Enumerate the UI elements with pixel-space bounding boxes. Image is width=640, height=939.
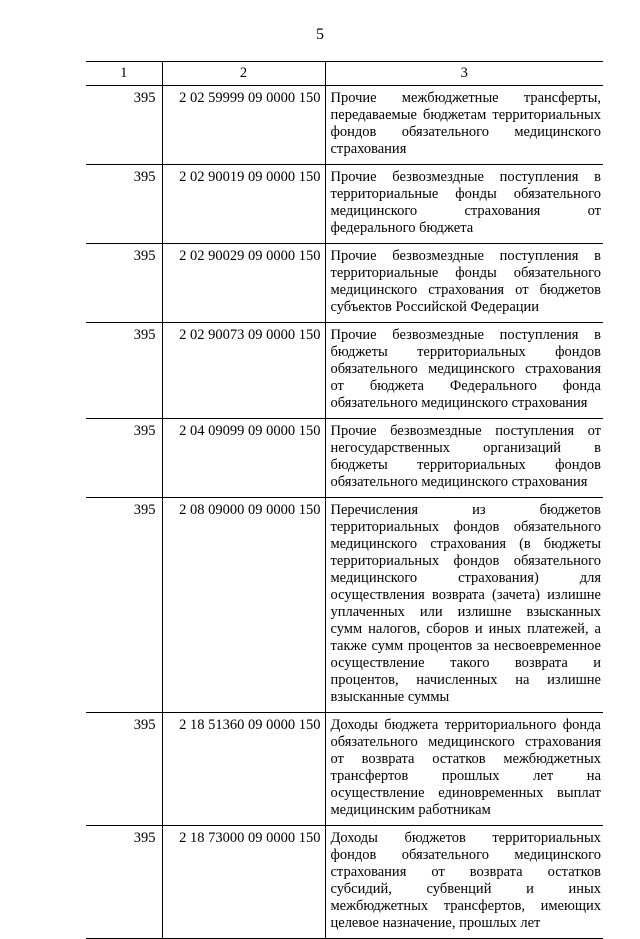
revenue-code-cell: 2 18 51360 09 0000 150 [162, 713, 325, 826]
revenue-name-text: Прочие безвозмездные поступления в территориальные фонды обязательного медицинского страхования от бюджетов субъектов Российской Федерации [330, 248, 601, 315]
column-header-1: 1 [86, 62, 162, 86]
table-header-row [86, 62, 603, 86]
revenue-code-cell: 2 02 90019 09 0000 150 [162, 165, 325, 244]
revenue-name-text: Прочие безвозмездные поступления в территориальные фонды обязательного медицинского страхования от федерального бюджета [330, 169, 601, 236]
revenue-code-cell: 2 08 09000 09 0000 150 [162, 498, 325, 713]
table-row [86, 713, 603, 826]
revenue-name-cell [325, 419, 603, 498]
revenue-code-cell: 2 02 90029 09 0000 150 [162, 244, 325, 323]
page-number: 5 [316, 26, 324, 43]
column-header-3: 3 [325, 62, 603, 86]
column-header-2: 2 [162, 62, 325, 86]
admin-code-cell: 395 [86, 713, 162, 826]
revenue-name-cell [325, 323, 603, 419]
table-row [86, 165, 603, 244]
revenue-code-cell: 2 04 09099 09 0000 150 [162, 419, 325, 498]
revenue-name-text: Прочие межбюджетные трансферты, передаваемые бюджетам территориальных фондов обязательного медицинского страхования [330, 90, 601, 157]
revenue-name-text: Перечисления из бюджетов территориальных фондов обязательного медицинского страхования (в бюджеты территориальных фондов обязательного медицинского страхования) для осуществления возврата (зачета) излишне уплаченных или излишне взысканных сумм налогов, сборов и иных платежей, а также сумм процентов за несвоевременное осуществление такого возврата и процентов, начисленных на излишне взысканные суммы [330, 502, 601, 705]
revenue-name-cell [325, 244, 603, 323]
revenue-name-text: Прочие безвозмездные поступления в бюджеты территориальных фондов обязательного медицинского страхования от бюджета Федерального фонда обязательного медицинского страхования [330, 327, 601, 411]
admin-code-cell: 395 [86, 498, 162, 713]
table-row [86, 826, 603, 939]
admin-code-cell: 395 [86, 86, 162, 165]
revenue-name-text: Доходы бюджета территориального фонда обязательного медицинского страхования от возврата остатков межбюджетных трансфертов прошлых лет на осуществление единовременных выплат медицинским работникам [330, 717, 601, 818]
revenue-code-cell: 2 18 73000 09 0000 150 [162, 826, 325, 939]
table-row [86, 244, 603, 323]
table-row [86, 419, 603, 498]
revenue-name-text: Доходы бюджетов территориальных фондов обязательного медицинского страхования от возврата остатков субсидий, субвенций и иных межбюджетных трансфертов, имеющих целевое назначение, прошлых лет [330, 830, 601, 931]
revenue-code-cell: 2 02 90073 09 0000 150 [162, 323, 325, 419]
revenue-name-cell [325, 498, 603, 713]
revenue-name-cell [325, 713, 603, 826]
table-row [86, 323, 603, 419]
revenue-name-text: Прочие безвозмездные поступления от негосударственных организаций в бюджеты территориальных фондов обязательного медицинского страхования [330, 423, 601, 490]
table-row [86, 86, 603, 165]
admin-code-cell: 395 [86, 244, 162, 323]
admin-code-cell: 395 [86, 826, 162, 939]
revenue-name-cell [325, 86, 603, 165]
revenue-codes-table [86, 61, 603, 939]
revenue-code-cell: 2 02 59999 09 0000 150 [162, 86, 325, 165]
revenue-name-cell [325, 165, 603, 244]
admin-code-cell: 395 [86, 165, 162, 244]
revenue-name-cell [325, 826, 603, 939]
admin-code-cell: 395 [86, 419, 162, 498]
admin-code-cell: 395 [86, 323, 162, 419]
table-row [86, 498, 603, 713]
